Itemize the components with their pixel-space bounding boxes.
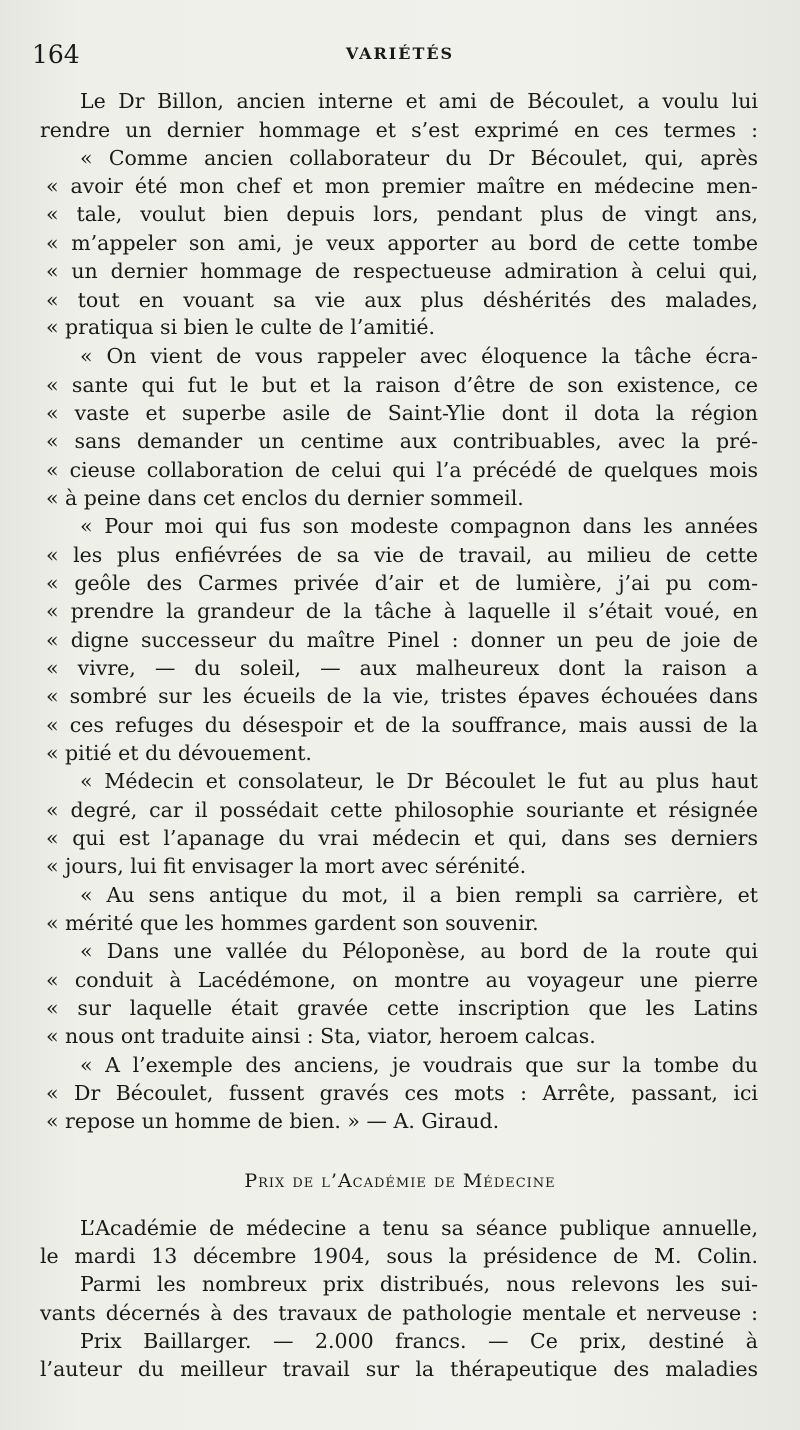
- text-line: « prendre la grandeur de la tâche à laquelle il s’était voué, en: [46, 599, 758, 623]
- text-line: Parmi les nombreux prix distribués, nous relevons les sui-: [80, 1272, 758, 1296]
- text-line: « Dr Bécoulet, fussent gravés ces mots : Arrête, passant, ici: [46, 1081, 758, 1105]
- text-line: « A l’exemple des anciens, je voudrais que sur la tombe du: [80, 1053, 758, 1077]
- text-line: « mérité que les hommes gardent son souvenir.: [46, 911, 539, 935]
- text-line: « Dans une vallée du Péloponèse, au bord de la route qui: [80, 939, 758, 963]
- text-line: « tout en vouant sa vie aux plus déshérités des malades,: [46, 288, 758, 312]
- text-line: l’auteur du meilleur travail sur la thérapeutique des maladies: [40, 1357, 758, 1381]
- text-line: « les plus enfiévrées de sa vie de travail, au milieu de cette: [46, 543, 758, 567]
- text-line: « Au sens antique du mot, il a bien rempli sa carrière, et: [80, 883, 758, 907]
- text-line: « Médecin et consolateur, le Dr Bécoulet le fut au plus haut: [80, 769, 758, 793]
- text-line: vants décernés à des travaux de pathologie mentale et nerveuse :: [40, 1301, 758, 1325]
- text-line: « jours, lui fit envisager la mort avec sérénité.: [46, 854, 527, 878]
- text-line: « sombré sur les écueils de la vie, tristes épaves échouées dans: [46, 684, 758, 708]
- text-line: « vivre, — du soleil, — aux malheureux dont la raison a: [46, 656, 758, 680]
- text-line: rendre un dernier hommage et s’est exprimé en ces termes :: [40, 118, 758, 142]
- running-head: [30, 40, 770, 70]
- page-number: 164: [32, 40, 80, 69]
- text-line: « pitié et du dévouement.: [46, 741, 312, 765]
- text-line: « un dernier hommage de respectueuse admiration à celui qui,: [46, 259, 758, 283]
- text-line: « geôle des Carmes privée d’air et de lumière, j’ai pu com-: [46, 571, 758, 595]
- text-line: « qui est l’apanage du vrai médecin et qui, dans ses derniers: [46, 826, 758, 850]
- text-line: « à peine dans cet enclos du dernier sommeil.: [46, 486, 524, 510]
- text-line: « On vient de vous rappeler avec éloquence la tâche écra-: [80, 344, 758, 368]
- text-line: « digne successeur du maître Pinel : donner un peu de joie de: [46, 628, 758, 652]
- text-line: « sans demander un centime aux contribuables, avec la pré-: [46, 429, 758, 453]
- text-line: « Comme ancien collaborateur du Dr Bécoulet, qui, après: [80, 146, 758, 170]
- text-line: « repose un homme de bien. » — A. Giraud.: [46, 1109, 500, 1133]
- section-title: Prix de l’Académie de Médecine: [244, 1170, 556, 1192]
- text-line: « m’appeler son ami, je veux apporter au bord de cette tombe: [46, 231, 758, 255]
- running-title: VARIÉTÉS: [345, 44, 455, 63]
- text-line: « tale, voulut bien depuis lors, pendant plus de vingt ans,: [46, 202, 758, 226]
- text-line: « sante qui fut le but et la raison d’être de son existence, ce: [46, 373, 758, 397]
- text-line: Le Dr Billon, ancien interne et ami de Bécoulet, a voulu lui: [80, 89, 758, 113]
- text-line: « nous ont traduite ainsi : Sta, viator, heroem calcas.: [46, 1024, 596, 1048]
- text-line: le mardi 13 décembre 1904, sous la présidence de M. Colin.: [40, 1244, 758, 1268]
- text-line: « degré, car il possédait cette philosophie souriante et résignée: [46, 798, 758, 822]
- text-line: « sur laquelle était gravée cette inscription que les Latins: [46, 996, 758, 1020]
- text-line: « pratiqua si bien le culte de l’amitié.: [46, 315, 436, 339]
- text-line: « avoir été mon chef et mon premier maître en médecine men-: [46, 174, 758, 198]
- text-line: L’Académie de médecine a tenu sa séance publique annuelle,: [80, 1216, 758, 1240]
- text-line: « cieuse collaboration de celui qui l’a précédé de quelques mois: [46, 458, 758, 482]
- text-line: « Pour moi qui fus son modeste compagnon dans les années: [80, 514, 758, 538]
- text-line: « vaste et superbe asile de Saint-Ylie dont il dota la région: [46, 401, 758, 425]
- text-line: « conduit à Lacédémone, on montre au voyageur une pierre: [46, 968, 758, 992]
- text-line: Prix Baillarger. — 2.000 francs. — Ce prix, destiné à: [80, 1329, 758, 1353]
- text-line: « ces refuges du désespoir et de la souffrance, mais aussi de la: [46, 713, 758, 737]
